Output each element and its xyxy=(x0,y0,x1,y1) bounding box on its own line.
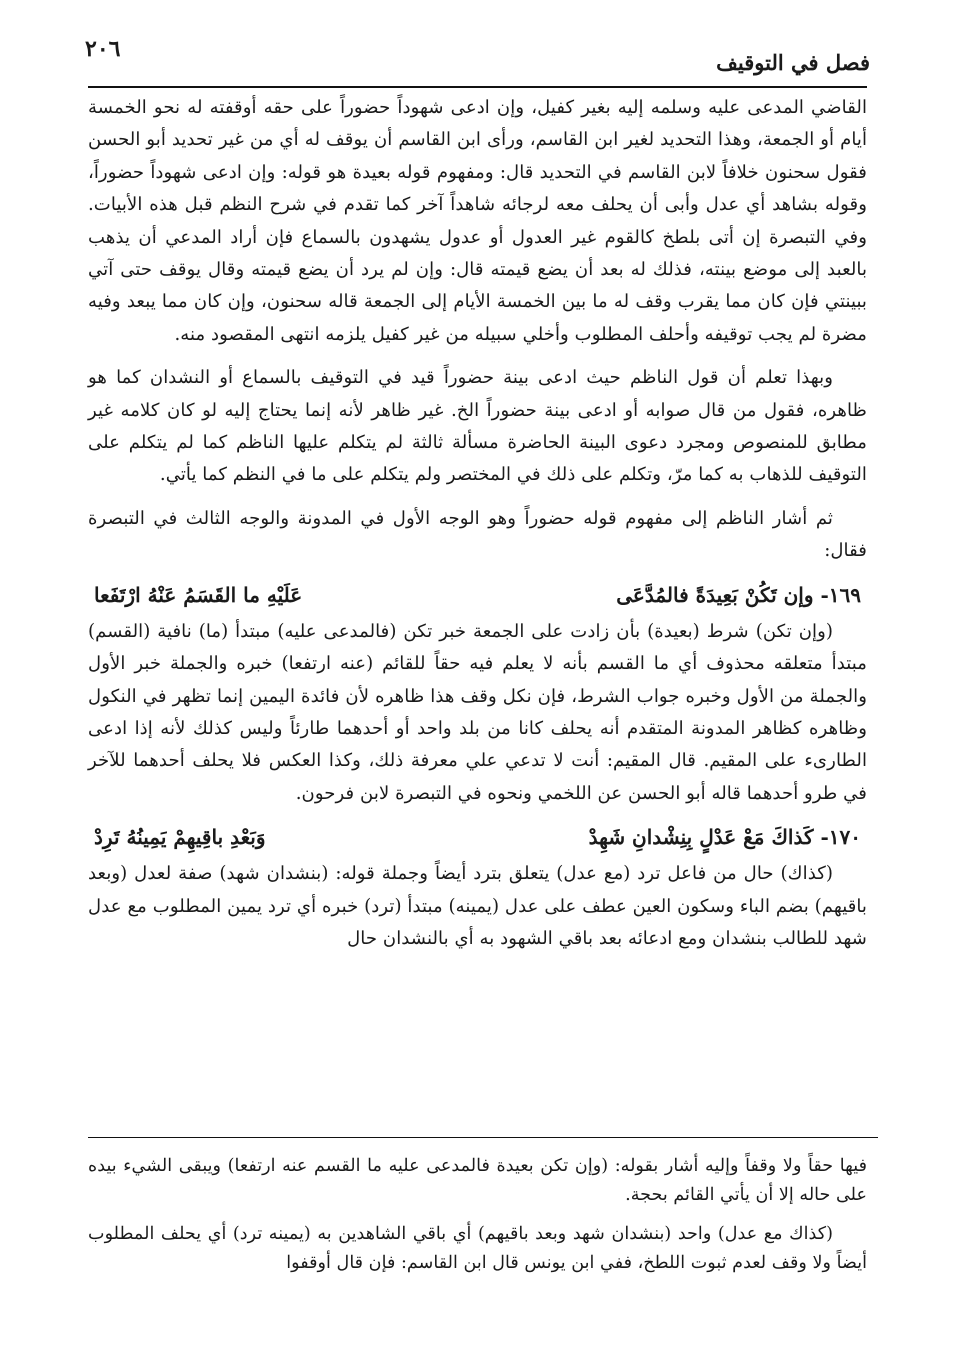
main-text xyxy=(88,92,867,955)
body-paragraph: القاضي المدعى عليه وسلمه إليه بغير كفيل، وإن ادعى شهوداً حضوراً على حقه أوقفته له نحو الخمسة أيام أو الجمعة، وهذا التحديد لغير ابن القاسم، ورأى ابن القاسم أن يوقف له أي من غير تحديد أبو الحسن فقول سحنون خلافاً لابن القاسم في التحديد قال: ومفهوم قوله بعيدة هو قوله: وإن ادعى شهوداً حضوراً، وقوله بشاهد أي عدل وأبى أن يحلف معه لرجائه شاهداً آخر كما تقدم في شرح النظم قبل هذه الأبيات. وفي التبصرة إن أتى بلطخ كالقوم غير العدول أو عدول يشهدون بالسماع فإن أراد المدعي أن يذهب بالعبد إلى موضع بينته، فذلك له بعد أن يضع قيمته قال: وإن لم يرد أن يضع قيمته وقال يوقف حتى آتي ببينتي فإن كان مما يقرب وقف له ما بين الخمسة الأيام إلى الجمعة قاله سحنون، وإن كان مما يبعد وفيه مضرة لم يجب توقيفه وأحلف المطلوب وأخلي سبيله من غير كفيل يلزمه انتهى المقصود منه. xyxy=(88,97,867,345)
commentary-170: (كذاك) حال من فاعل ترد (مع عدل) يتعلق بترد أيضاً وجملة قوله: (بنشدان شهد) صفة لعدل (وبعد باقيهم) بضم الباء وسكون العين عطف على عدل (يمينه) مبتدأ (ترد) خبره أي ترد يمين المطلوب مع عدل شهد للطالب بنشدان ومع ادعائه بعد باقي الشهود به أي بالنشدان حال xyxy=(88,863,867,949)
footnote-paragraph: فيها حقاً ولا وقفاً وإليه أشار بقوله: (وإن تكن بعيدة فالمدعى عليه ما القسم عنه ارتفعا) ويبقى الشيء بيده على حاله إلا أن يأتي القائم بحجة. xyxy=(88,1156,867,1205)
verse-169 xyxy=(88,580,867,610)
commentary-169: (وإن تكن) شرط (بعيدة) بأن زادت على الجمعة خبر تكن (فالمدعى عليه) مبتدأ (ما) نافية (القسم) مبتدأ متعلقه محذوف أي ما القسم بأنه لا يعلم فيه حقاً للقائم (عنه ارتفعا) خبره والجملة خبر الأول والجملة من الأول وخبره جواب الشرط، فإن نكل وقف هذا ظاهره لأن فائدة اليمين إنما تظهر في النكول وظاهره كظاهر المدونة المتقدم أنه يحلف كانا من بلد واحد أو أحدهما طارئاً وليس كذلك لأنه إذا ادعى الطارىء على المقيم. قال المقيم: أنت لا تدعي علي معرفة ذلك، وكذا العكس فلا يحلف أحدهما للآخر في طرو أحدهما قاله أبو الحسن عن اللخمي ونحوه في التبصرة لابن فرحون. xyxy=(88,620,867,804)
verse-170 xyxy=(88,822,867,852)
footnote-paragraph: (كذاك مع عدل) واحد (بنشدان شهد وبعد باقيهم) أي باقي الشاهدين به (يمينه ترد) أي يحلف المطلوب أيضاً ولا وقف لعدم ثبوت اللطخ، ففي ابن يونس قال ابن القاسم: فإن قال أوقفوا xyxy=(88,1224,867,1273)
page-header xyxy=(85,30,870,80)
footnotes xyxy=(88,1152,867,1278)
page-number: ٢٠٦ xyxy=(85,36,121,62)
header-rule xyxy=(88,86,867,88)
verse-169-first-hemistich: ١٦٩- وإن تَكُنْ بَعِيدَةً فالمُدَّعَى xyxy=(616,582,861,607)
footnote-rule xyxy=(88,1137,878,1138)
body-paragraph: ثم أشار الناظم إلى مفهوم قوله حضوراً وهو الوجه الأول في المدونة والوجه الثالث في التبصرة فقال: xyxy=(88,507,867,562)
verse-169-second-hemistich: عَلَيْهِ ما القَسَمُ عَنْهُ ارْتَفَعا xyxy=(94,582,303,607)
verse-170-first-hemistich: ١٧٠- كَذاكَ مَعْ عَدْلٍ بِنِشْدانِ شَهِدْ xyxy=(588,825,861,850)
body-paragraph: وبهذا تعلم أن قول الناظم حيث ادعى بينة حضوراً قيد في التوقيف بالسماع أو النشدان كما هو ظاهره، فقول من قال صوابه أو ادعى بينة حضوراً الخ. غير ظاهر لأنه إنما يحتاج إليه لو كان كلامه غير مطابق للمنصوص ومجرد دعوى البينة الحاضرة مسألة ثالثة لم يتكلم عليها الناظم كما لم يتكلم على التوقيف للذهاب به كما مرّ، وتكلم على ذلك في المختصر ولم يتكلم على ما في النظم كما يأتي. xyxy=(88,367,867,486)
verse-170-second-hemistich: وَبَعْدِ باقِيهِمْ يَمِينُهُ تَرِدْ xyxy=(94,825,266,850)
running-title: فصل في التوقيف xyxy=(716,50,870,75)
